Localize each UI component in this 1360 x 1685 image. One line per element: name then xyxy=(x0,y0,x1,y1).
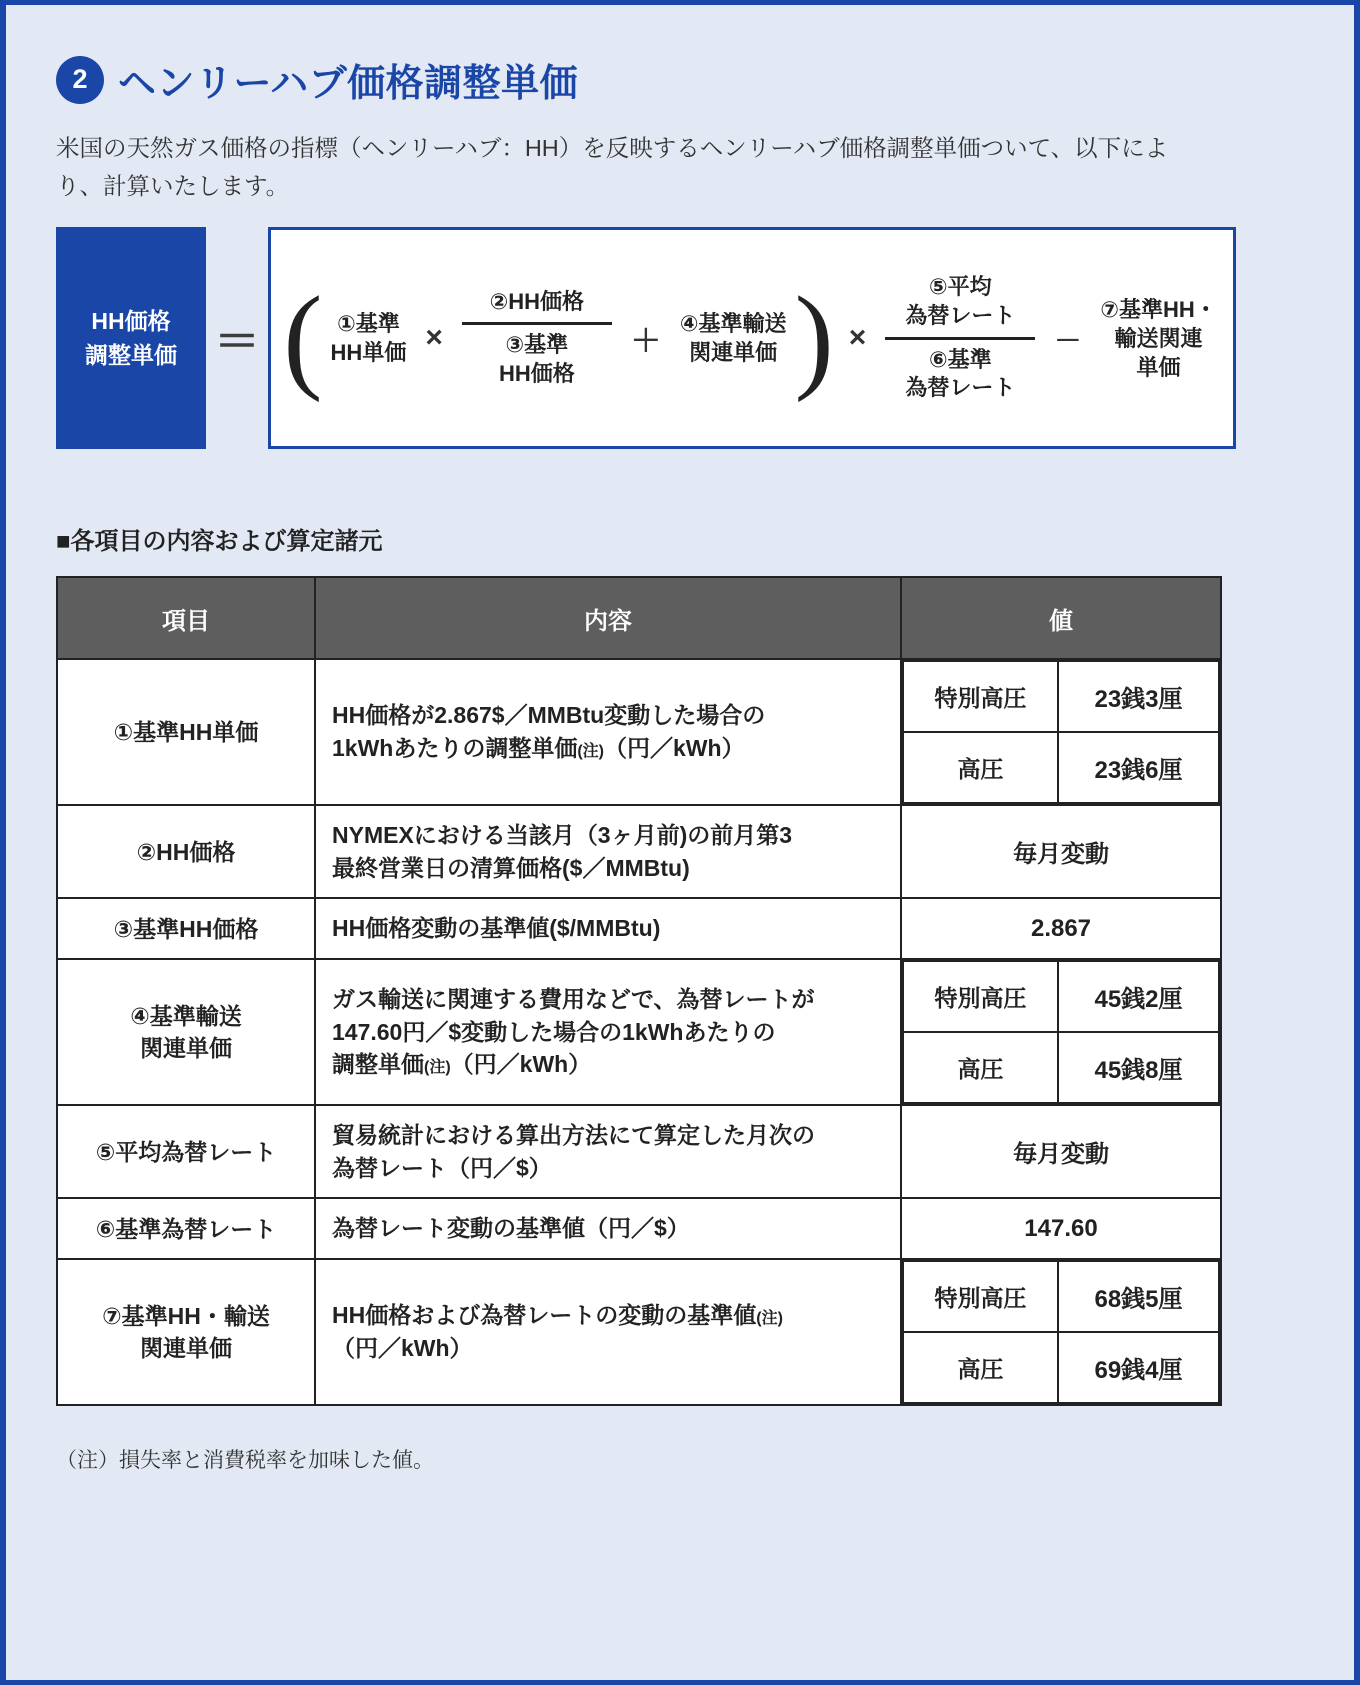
row-description xyxy=(315,659,901,805)
row-desc-line3: 調整単価 xyxy=(332,1051,424,1078)
formula-term-7-line1: ⑦基準HH・ xyxy=(1100,296,1217,322)
fraction-1-denominator-line1: ③基準 xyxy=(505,332,569,358)
formula-term-4 xyxy=(674,309,793,367)
formula-term-4-line2: 関連単価 xyxy=(689,340,778,366)
table-row xyxy=(57,805,1221,898)
row-value xyxy=(901,959,1221,1105)
fraction-2-denominator xyxy=(901,343,1019,406)
row-desc-line2-tail: （円／kWh） xyxy=(604,735,745,762)
fraction-2-numerator-line1: ⑤平均 xyxy=(929,274,992,300)
value-label: 特別高圧 xyxy=(903,661,1058,732)
column-header-desc: 内容 xyxy=(315,577,901,659)
row-value: 147.60 xyxy=(901,1198,1221,1259)
multiply-sign-1: × xyxy=(425,321,443,355)
row-item-line2: 関連単価 xyxy=(140,1035,232,1062)
lead-paragraph: 米国の天然ガス価格の指標（ヘンリーハブ：HH）を反映するヘンリーハブ価格調整単価ついて、以下により、計算いたします。 xyxy=(56,135,1169,200)
fraction-1-bar xyxy=(462,322,612,325)
row-desc-line1: ガス輸送に関連する費用などで、為替レートが xyxy=(332,986,815,1013)
page-border-right xyxy=(1354,0,1360,1685)
table-row xyxy=(57,1259,1221,1405)
formula-expression-box xyxy=(268,227,1236,449)
formula-term-1-line1: ①基準 xyxy=(337,311,400,337)
page-title: ヘンリーハブ価格調整単価 xyxy=(118,63,579,105)
footnote: （注）損失率と消費税率を加味した値。 xyxy=(56,1449,434,1473)
fraction-2-denominator-line2: 為替レート xyxy=(905,375,1016,401)
row-desc-line1: HH価格が2.867$／MMBtu変動した場合の xyxy=(332,702,766,729)
table-header-row xyxy=(57,577,1221,659)
fraction-1-denominator-line2: HH価格 xyxy=(498,360,575,386)
row-desc-line1: HH価格および為替レートの変動の基準値 xyxy=(332,1302,757,1329)
equals-sign: ＝ xyxy=(214,315,260,368)
fraction-2-bar xyxy=(885,337,1035,340)
minus-sign: － xyxy=(1054,325,1082,356)
page-content xyxy=(56,0,1236,1474)
row-item-line1: ③基準HH価格 xyxy=(113,915,259,942)
formula-term-7-line2: 輸送関連 xyxy=(1114,325,1203,351)
row-item-line1: ①基準HH単価 xyxy=(113,719,259,746)
formula-term-1-line2: HH単価 xyxy=(330,340,407,366)
row-desc-line2: 為替レート（円／$） xyxy=(332,1154,552,1181)
formula-result-label xyxy=(56,227,206,449)
row-item-label xyxy=(57,959,315,1105)
row-value xyxy=(901,1259,1221,1405)
value-number: 69銭4厘 xyxy=(1058,1332,1219,1403)
row-desc-line2: 最終営業日の清算価格($／MMBtu) xyxy=(332,854,690,881)
row-desc-note-mark: (注) xyxy=(424,1059,451,1077)
value-label: 高圧 xyxy=(903,1032,1058,1103)
row-value: 毎月変動 xyxy=(901,1105,1221,1198)
section-heading xyxy=(56,52,1236,107)
value-number: 23銭3厘 xyxy=(1058,661,1219,732)
row-item-line1: ④基準輸送 xyxy=(130,1002,242,1029)
row-description xyxy=(315,1259,901,1405)
formula-fraction-2 xyxy=(879,270,1041,405)
table-row xyxy=(57,1198,1221,1259)
row-value: 毎月変動 xyxy=(901,805,1221,898)
row-item-label xyxy=(57,898,315,959)
value-label: 特別高圧 xyxy=(903,961,1058,1032)
row-desc-line1: NYMEXにおける当該月（3ヶ月前)の前月第3 xyxy=(332,822,793,849)
row-item-line1: ②HH価格 xyxy=(136,838,236,865)
section-number-badge: 2 xyxy=(56,56,104,104)
row-item-label xyxy=(57,659,315,805)
row-description xyxy=(315,898,901,959)
table-row xyxy=(57,898,1221,959)
table-row xyxy=(57,659,1221,805)
fraction-2-numerator-line2: 為替レート xyxy=(905,303,1016,329)
formula-term-7 xyxy=(1094,295,1222,382)
value-subrow xyxy=(903,1261,1219,1332)
plus-sign: ＋ xyxy=(630,325,661,359)
row-item-label xyxy=(57,805,315,898)
close-paren: ) xyxy=(794,271,834,403)
value-number: 23銭6厘 xyxy=(1058,732,1219,803)
row-item-line1: ⑤平均為替レート xyxy=(95,1138,277,1165)
multiply-sign-2: × xyxy=(848,321,867,355)
row-value-subtable xyxy=(902,660,1220,804)
row-desc-line2: （円／kWh） xyxy=(332,1335,473,1362)
value-subrow xyxy=(903,661,1219,732)
row-desc-note-mark: (注) xyxy=(577,743,605,761)
row-desc-line2: 1kWhあたりの調整単価 xyxy=(332,735,578,762)
formula-result-label-line1: HH価格 xyxy=(91,307,171,334)
formula-term-1 xyxy=(325,309,413,367)
row-value: 2.867 xyxy=(901,898,1221,959)
value-subrow xyxy=(903,1332,1219,1403)
row-desc-line3-tail: （円／kWh） xyxy=(450,1051,592,1078)
table-row xyxy=(57,1105,1221,1198)
fraction-1-numerator: ②HH価格 xyxy=(489,288,585,314)
row-desc-line1: 貿易統計における算出方法にて算定した月次の xyxy=(332,1122,815,1149)
row-item-label xyxy=(57,1198,315,1259)
row-description xyxy=(315,805,901,898)
value-label: 高圧 xyxy=(903,732,1058,803)
row-desc-line1: 為替レート変動の基準値（円／$） xyxy=(332,1215,690,1242)
value-number: 45銭8厘 xyxy=(1058,1032,1219,1103)
formula-term-7-line3: 単価 xyxy=(1136,354,1181,380)
fraction-2-numerator xyxy=(901,270,1019,333)
row-desc-line1: HH価格変動の基準値($/MMBtu) xyxy=(332,915,661,942)
row-description xyxy=(315,1198,901,1259)
row-item-label xyxy=(57,1259,315,1405)
row-item-line1: ⑥基準為替レート xyxy=(95,1215,277,1242)
value-subrow xyxy=(903,1032,1219,1103)
formula-fraction-1 xyxy=(456,285,618,392)
formula-term-4-line1: ④基準輸送 xyxy=(679,311,787,337)
page-border-bottom xyxy=(0,1680,1360,1685)
column-header-item: 項目 xyxy=(57,577,315,659)
spec-table xyxy=(56,576,1222,1406)
table-row xyxy=(57,959,1221,1105)
value-subrow xyxy=(903,732,1219,803)
row-desc-note-mark: (注) xyxy=(756,1310,783,1328)
row-value xyxy=(901,659,1221,805)
open-paren: ( xyxy=(283,271,323,403)
table-caption: ■各項目の内容および算定諸元 xyxy=(56,528,383,556)
value-label: 特別高圧 xyxy=(903,1261,1058,1332)
row-item-line1: ⑦基準HH・輸送 xyxy=(102,1302,270,1329)
row-item-label xyxy=(57,1105,315,1198)
row-description xyxy=(315,1105,901,1198)
row-value-subtable xyxy=(902,960,1220,1104)
value-number: 68銭5厘 xyxy=(1058,1261,1219,1332)
row-description xyxy=(315,959,901,1105)
value-label: 高圧 xyxy=(903,1332,1058,1403)
row-item-line2: 関連単価 xyxy=(140,1335,232,1362)
value-subrow xyxy=(903,961,1219,1032)
row-desc-line2: 147.60円／$変動した場合の1kWhあたりの xyxy=(332,1018,776,1045)
row-value-subtable xyxy=(902,1260,1220,1404)
formula-block xyxy=(56,227,1236,449)
value-number: 45銭2厘 xyxy=(1058,961,1219,1032)
column-header-value: 値 xyxy=(901,577,1221,659)
formula-result-label-line2: 調整単価 xyxy=(85,342,177,369)
fraction-1-denominator xyxy=(495,328,579,391)
page-border-left xyxy=(0,0,6,1685)
fraction-2-denominator-line1: ⑥基準 xyxy=(929,346,992,372)
